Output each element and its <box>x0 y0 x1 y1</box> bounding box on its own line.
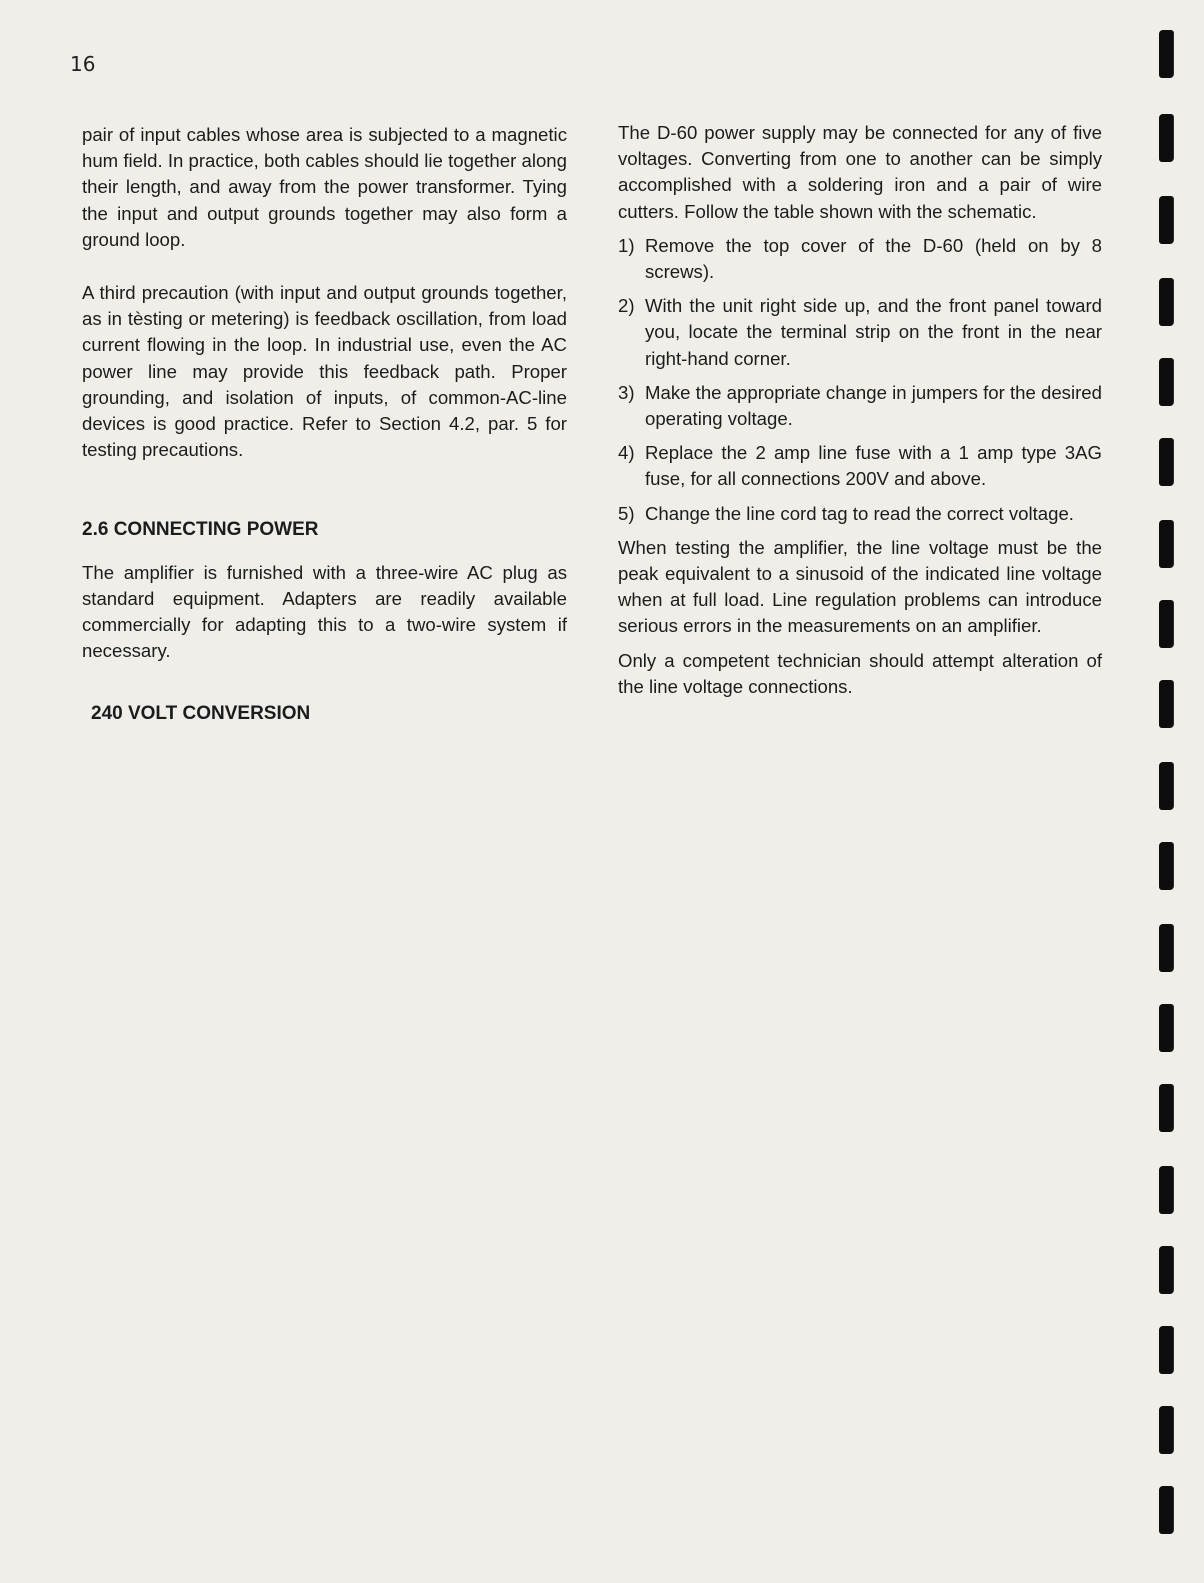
page-number: 16 <box>70 52 96 76</box>
binding-hole <box>1159 1004 1173 1052</box>
binding-hole <box>1159 30 1173 78</box>
list-item <box>618 380 1102 432</box>
step-number: 2) <box>618 295 635 317</box>
binding-hole <box>1159 114 1173 162</box>
list-item <box>618 293 1102 372</box>
binding-hole <box>1159 842 1173 890</box>
binding-hole <box>1159 1246 1173 1294</box>
list-item <box>618 233 1102 285</box>
step-text: Change the line cord tag to read the correct voltage. <box>645 502 1074 524</box>
binding-hole <box>1159 1084 1173 1132</box>
conversion-steps-list <box>618 233 1102 527</box>
paragraph-feedback-oscillation: A third precaution (with input and output grounds together, as in tèsting or metering) is feedback oscillation, from load current flowing in the loop. In industrial use, even the AC power line may provide this feedback path. Proper grounding, and isolation of inputs, of common-AC-line devices is good practice. Refer to Section 4.2, par. 5 for testing precautions. <box>82 282 567 461</box>
list-item <box>618 501 1102 527</box>
binding-hole <box>1159 438 1173 486</box>
step-number: 4) <box>618 442 635 464</box>
paragraph-ac-plug: The amplifier is furnished with a three-wire AC plug as standard equipment. Adapters are readily available commercially for adapting this to a two-wire system if necessary. <box>82 561 567 662</box>
step-number: 3) <box>618 381 635 403</box>
binding-hole <box>1159 278 1173 326</box>
heading-connecting-power: 2.6 CONNECTING POWER <box>82 519 319 541</box>
paragraph-technician-warning: Only a competent technician should attempt alteration of the line voltage connections. <box>618 649 1102 697</box>
binding-hole <box>1159 1326 1173 1374</box>
binding-hole <box>1159 762 1173 810</box>
step-text: Remove the top cover of the D-60 (held on by 8 screws). <box>645 234 1102 283</box>
paragraph-power-supply-intro: The D-60 power supply may be connected for any of five voltages. Converting from one to another can be simply accomplished with a soldering iron and a pair of wire cutters. Follow the table shown with the schematic. <box>618 122 1102 222</box>
step-text: Make the appropriate change in jumpers for the desired operating voltage. <box>645 381 1102 430</box>
binding-hole <box>1159 600 1173 648</box>
binding-hole <box>1159 680 1173 728</box>
heading-240-volt-conversion: 240 VOLT CONVERSION <box>91 703 311 725</box>
paragraph-testing-line-voltage: When testing the amplifier, the line voltage must be the peak equivalent to a sinusoid of the indicated line voltage when at full load. Line regulation problems can introduce serious errors in the measurements on an amplifier. <box>618 536 1102 637</box>
binding-hole <box>1159 196 1173 244</box>
binding-hole <box>1159 520 1173 568</box>
binding-hole <box>1159 358 1173 406</box>
left-column <box>82 122 567 728</box>
binding-hole <box>1159 1406 1173 1454</box>
paragraph-ground-loop: pair of input cables whose area is subjected to a magnetic hum field. In practice, both cables should lie together along their length, and away from the power transformer. Tying the input and output grounds together may also form a ground loop. <box>82 124 567 250</box>
spiral-binding <box>1159 26 1181 1556</box>
step-text: Replace the 2 amp line fuse with a 1 amp type 3AG fuse, for all connections 200V and above. <box>645 442 1102 490</box>
right-column <box>618 120 1102 700</box>
binding-hole <box>1159 1486 1173 1534</box>
step-number: 1) <box>618 234 635 256</box>
binding-hole <box>1159 924 1173 972</box>
list-item <box>618 440 1102 492</box>
step-text: With the unit right side up, and the front panel toward you, locate the terminal strip on the front in the near right-hand corner. <box>645 295 1102 369</box>
step-number: 5) <box>618 502 635 524</box>
binding-hole <box>1159 1166 1173 1214</box>
